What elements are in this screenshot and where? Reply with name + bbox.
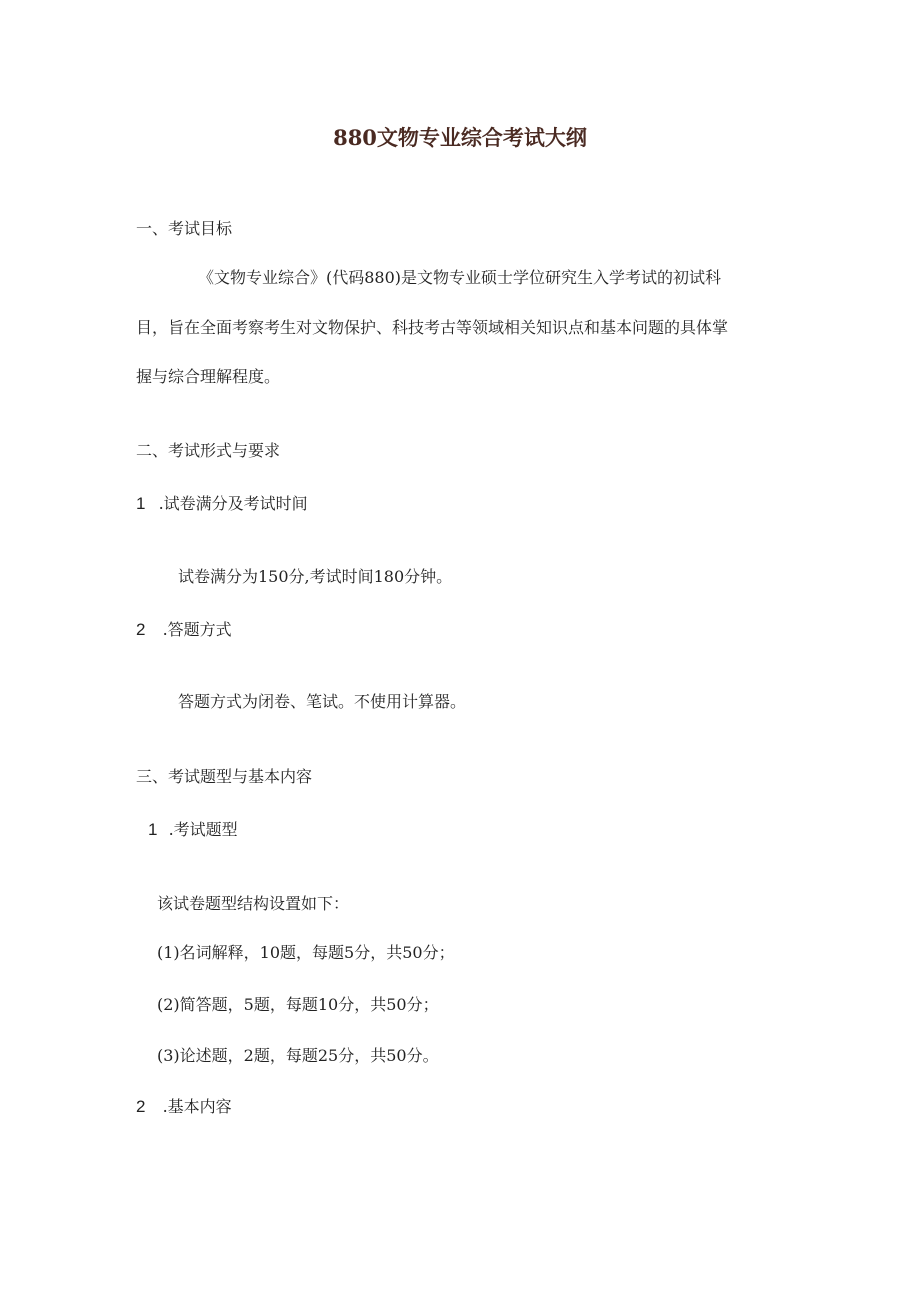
subsection-label: .基本内容 — [162, 1097, 232, 1116]
section-heading-question-types: 三、考试题型与基本内容 — [136, 767, 313, 786]
subsection-number: 2 — [136, 1097, 146, 1116]
question-type-item: (3)论述题，2题，每题25分，共50分。 — [157, 1046, 439, 1065]
paragraph-line: 目，旨在全面考察考生对文物保护、科技考古等领域相关知识点和基本问题的具体掌 — [136, 318, 729, 337]
body-text: 试卷满分为150分,考试时间180分钟。 — [178, 567, 453, 586]
subsection-label: .试卷满分及考试时间 — [158, 494, 308, 513]
subsection-heading — [136, 494, 308, 514]
subsection-number: 1 — [136, 494, 146, 513]
section-heading-exam-format: 二、考试形式与要求 — [136, 441, 281, 460]
subsection-label: .答题方式 — [162, 620, 232, 639]
question-type-item: (1)名词解释，10题，每题5分，共50分； — [157, 943, 455, 962]
subsection-number: 1 — [148, 820, 158, 839]
subsection-heading — [136, 620, 232, 640]
subsection-number: 2 — [136, 620, 146, 639]
subsection-heading — [148, 820, 238, 840]
subsection-heading — [136, 1097, 232, 1117]
subsection-label: .考试题型 — [168, 820, 238, 839]
body-text: 该试卷题型结构设置如下： — [157, 894, 350, 913]
section-heading-exam-goal: 一、考试目标 — [136, 219, 233, 238]
question-type-item: (2)简答题，5题，每题10分，共50分； — [157, 995, 439, 1014]
body-text: 答题方式为闭卷、笔试。不使用计算器。 — [178, 692, 467, 711]
paragraph-line: 《文物专业综合》(代码880)是文物专业硕士学位研究生入学考试的初试科 — [198, 268, 722, 287]
paragraph-line: 握与综合理解程度。 — [136, 367, 281, 386]
document-title: 880文物专业综合考试大纲 — [333, 125, 587, 150]
